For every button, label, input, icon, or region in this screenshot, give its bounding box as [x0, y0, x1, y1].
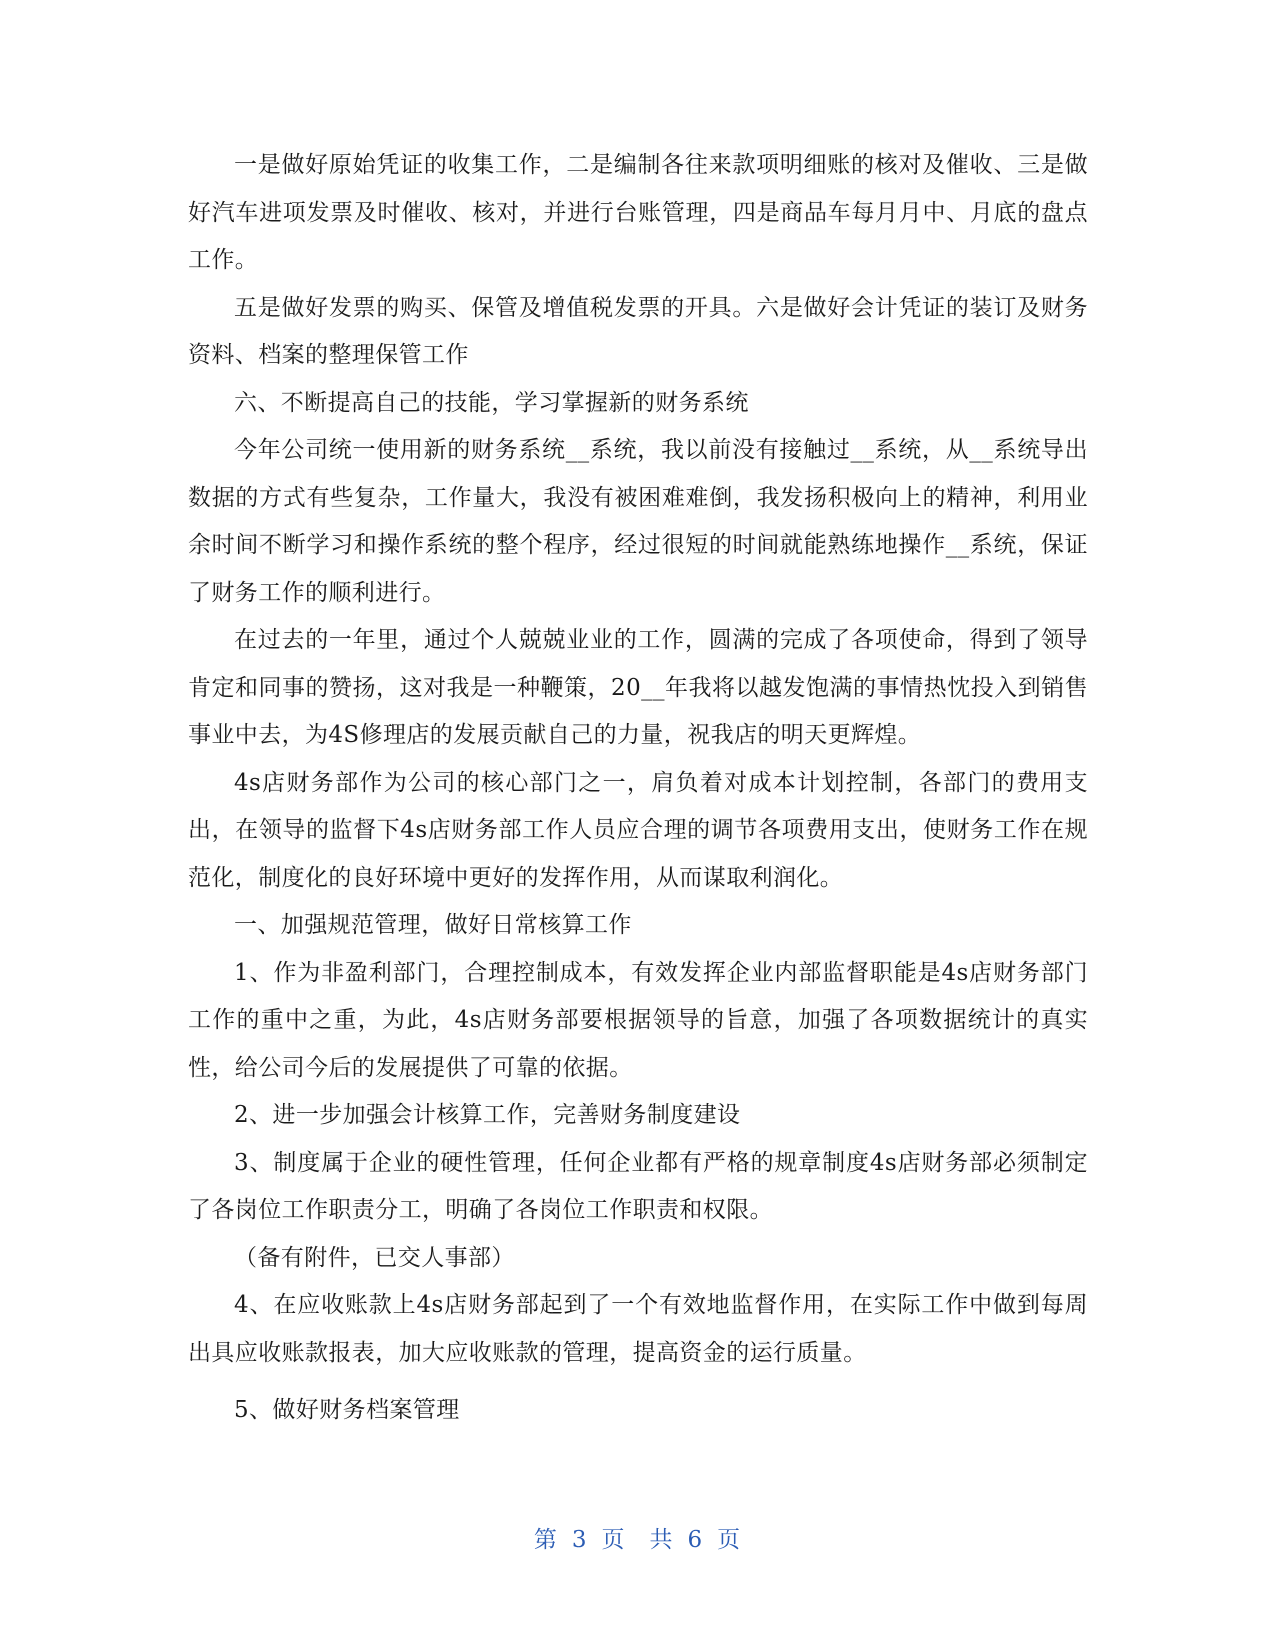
page-prefix: 第: [533, 1527, 558, 1553]
section-heading-1: 一、加强规范管理，做好日常核算工作: [234, 912, 632, 938]
paragraph-4: 在过去的一年里，通过个人兢兢业业的工作，圆满的完成了各项使命，得到了领导肯定和同事的赞扬，这对我是一种鞭策，20__年我将以越发饱满的事情热忱投入到销售事业中去，为4S修理店的发展贡献自己的力量，祝我店的明天更辉煌。: [188, 627, 1088, 748]
list-item-5: 5、做好财务档案管理: [234, 1397, 460, 1423]
note-attachment: （备有附件，已交人事部）: [234, 1244, 515, 1271]
paragraph-2: 五是做好发票的购买、保管及增值税发票的开具。六是做好会计凭证的装订及财务资料、档案的整理保管工作: [188, 294, 1088, 368]
page-label: 页: [601, 1527, 626, 1553]
paragraph-5: 4s店财务部作为公司的核心部门之一，肩负着对成本计划控制，各部门的费用支出，在领导的监督下4s店财务部工作人员应合理的调节各项费用支出，使财务工作在规范化，制度化的良好环境中更好的发挥作用，从而谋取利润化。: [188, 769, 1088, 891]
current-page-number: 3: [571, 1527, 588, 1553]
page-footer: [0, 1524, 1275, 1556]
total-prefix: 共: [649, 1527, 674, 1553]
list-item-1: 1、作为非盈利部门，合理控制成本，有效发挥企业内部监督职能是4s店财务部门工作的重中之重，为此，4s店财务部要根据领导的旨意，加强了各项数据统计的真实性，给公司今后的发展提供了可靠的依据。: [188, 959, 1088, 1081]
list-item-4: 4、在应收账款上4s店财务部起到了一个有效地监督作用，在实际工作中做到每周出具应收账款报表，加大应收账款的管理，提高资金的运行质量。: [188, 1292, 1088, 1366]
list-item-3: 3、制度属于企业的硬性管理，任何企业都有严格的规章制度4s店财务部必须制定了各岗位工作职责分工，明确了各岗位工作职责和权限。: [188, 1149, 1088, 1223]
paragraph-3: 今年公司统一使用新的财务系统__系统，我以前没有接触过__系统，从__系统导出数据的方式有些复杂，工作量大，我没有被困难难倒，我发扬积极向上的精神，利用业余时间不断学习和操作系统的整个程序，经过很短的时间就能熟练地操作__系统，保证了财务工作的顺利进行。: [188, 437, 1088, 606]
paragraph-1: 一是做好原始凭证的收集工作，二是编制各往来款项明细账的核对及催收、三是做好汽车进项发票及时催收、核对，并进行台账管理，四是商品车每月月中、月底的盘点工作。: [188, 152, 1088, 273]
document-body: [188, 142, 1088, 1435]
list-item-2: 2、进一步加强会计核算工作，完善财务制度建设: [234, 1102, 741, 1128]
total-label: 页: [717, 1527, 742, 1553]
total-pages-number: 6: [687, 1527, 704, 1553]
section-heading-6: 六、不断提高自己的技能，学习掌握新的财务系统: [234, 389, 749, 416]
